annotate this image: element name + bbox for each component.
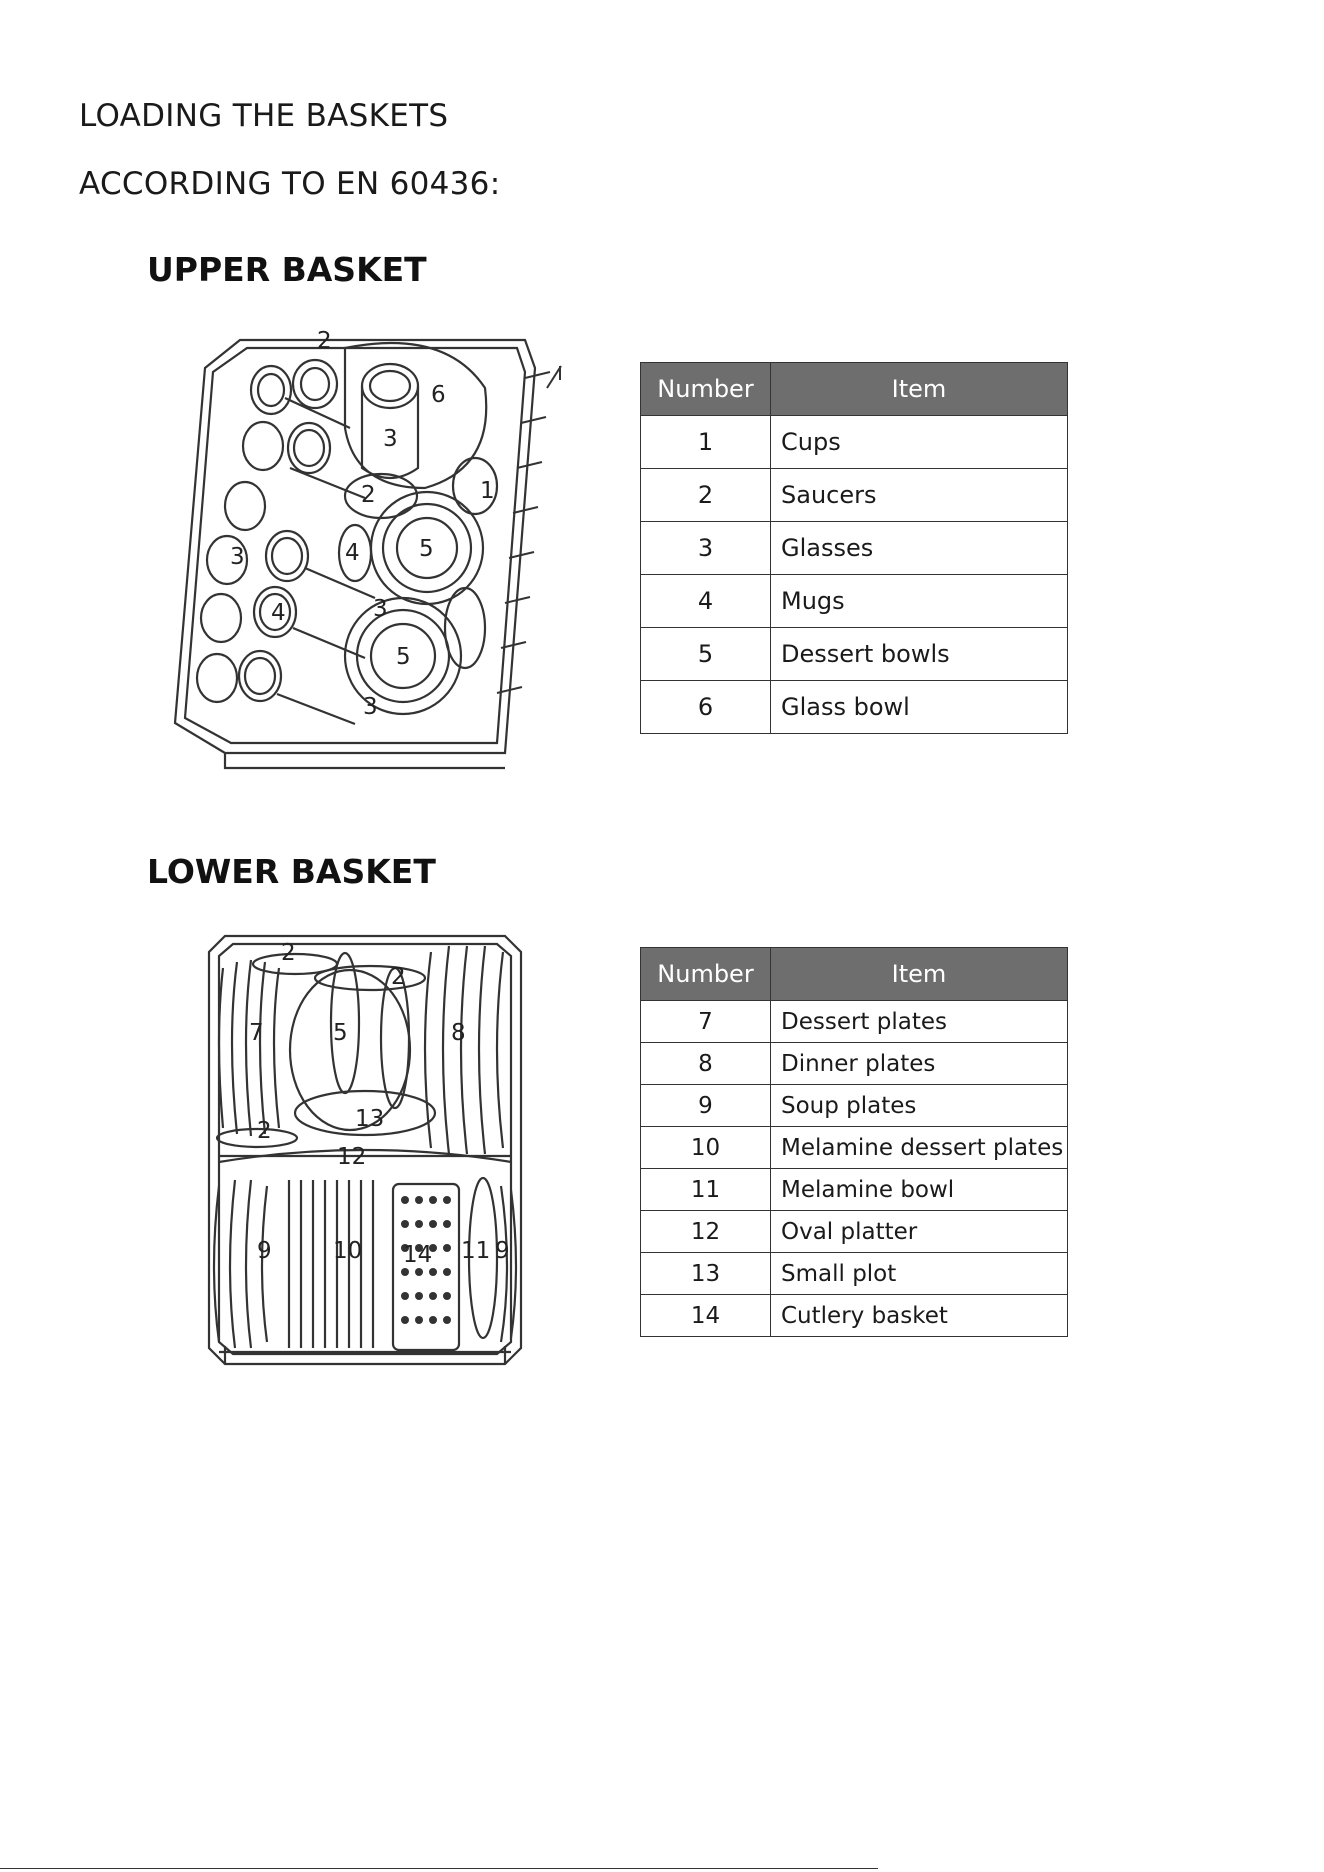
- row-item: Small plot: [771, 1253, 1068, 1295]
- table-row: [641, 469, 1068, 522]
- lower-label-oval-platter: 12: [337, 1144, 367, 1170]
- upper-label-dessert-bowl-top: 5: [419, 536, 434, 562]
- upper-label-dessert-bowl-bottom: 5: [396, 644, 411, 670]
- row-item: Dessert bowls: [771, 628, 1068, 681]
- row-item: Glass bowl: [771, 681, 1068, 734]
- lower-label-saucer-top-left: 2: [281, 940, 296, 966]
- table-row: [641, 1001, 1068, 1043]
- row-number: 4: [641, 575, 771, 628]
- page-subtitle: ACCORDING TO EN 60436:: [79, 166, 501, 202]
- row-item: Mugs: [771, 575, 1068, 628]
- upper-label-glass-top: 3: [383, 426, 398, 452]
- row-item: Soup plates: [771, 1085, 1068, 1127]
- row-number: 7: [641, 1001, 771, 1043]
- lower-basket-table: [640, 947, 1068, 1337]
- upper-label-mug-left: 4: [271, 600, 286, 626]
- row-item: Cutlery basket: [771, 1295, 1068, 1337]
- table-row: [641, 575, 1068, 628]
- upper-label-saucer-mid: 2: [361, 482, 376, 508]
- row-number: 9: [641, 1085, 771, 1127]
- table-row: [641, 628, 1068, 681]
- row-number: 5: [641, 628, 771, 681]
- lower-label-saucer-bottom-left: 2: [257, 1118, 272, 1144]
- row-number: 3: [641, 522, 771, 575]
- row-item: Glasses: [771, 522, 1068, 575]
- column-header-number: Number: [641, 948, 771, 1001]
- table-row: [641, 1211, 1068, 1253]
- lower-label-dessert-bowl: 5: [333, 1020, 348, 1046]
- table-row: [641, 522, 1068, 575]
- table-row: [641, 1253, 1068, 1295]
- lower-label-cutlery-basket: 14: [403, 1242, 433, 1268]
- table-row: [641, 1169, 1068, 1211]
- row-item: Dessert plates: [771, 1001, 1068, 1043]
- table-row: [641, 416, 1068, 469]
- table-header-row: [641, 948, 1068, 1001]
- upper-label-cup-right: 1: [480, 478, 495, 504]
- lower-label-soup-plates-left: 9: [257, 1238, 272, 1264]
- row-number: 10: [641, 1127, 771, 1169]
- lower-label-melamine-bowl: 11: [461, 1238, 491, 1264]
- lower-basket-diagram: [205, 928, 545, 1368]
- lower-label-soup-plates-right: 9: [495, 1238, 510, 1264]
- upper-basket-title: UPPER BASKET: [147, 250, 427, 289]
- column-header-number: Number: [641, 363, 771, 416]
- row-number: 11: [641, 1169, 771, 1211]
- upper-label-glass-bottom: 3: [363, 694, 378, 720]
- row-item: Oval platter: [771, 1211, 1068, 1253]
- upper-label-mug-mid: 4: [345, 540, 360, 566]
- lower-label-saucer-top-mid: 2: [391, 964, 406, 990]
- row-number: 1: [641, 416, 771, 469]
- upper-basket-table: [640, 362, 1068, 734]
- row-item: Saucers: [771, 469, 1068, 522]
- upper-label-glass-left: 3: [230, 544, 245, 570]
- table-row: [641, 1085, 1068, 1127]
- table-row: [641, 681, 1068, 734]
- row-number: 6: [641, 681, 771, 734]
- upper-label-saucer-top: 2: [317, 328, 332, 354]
- page-title: LOADING THE BASKETS: [79, 98, 449, 134]
- lower-label-small-plot: 13: [355, 1106, 385, 1132]
- footer-divider: [0, 1868, 878, 1869]
- table-row: [641, 1043, 1068, 1085]
- row-item: Dinner plates: [771, 1043, 1068, 1085]
- row-number: 8: [641, 1043, 771, 1085]
- lower-basket-title: LOWER BASKET: [147, 852, 436, 891]
- row-number: 12: [641, 1211, 771, 1253]
- table-row: [641, 1295, 1068, 1337]
- row-item: Cups: [771, 416, 1068, 469]
- column-header-item: Item: [771, 363, 1068, 416]
- column-header-item: Item: [771, 948, 1068, 1001]
- lower-label-dinner-plates: 8: [451, 1020, 466, 1046]
- upper-label-glass-mid: 3: [373, 596, 388, 622]
- row-number: 2: [641, 469, 771, 522]
- row-item: Melamine dessert plates: [771, 1127, 1068, 1169]
- upper-label-glass-bowl: 6: [431, 382, 446, 408]
- lower-label-melamine-dessert-plates: 10: [333, 1238, 363, 1264]
- row-number: 13: [641, 1253, 771, 1295]
- table-header-row: [641, 363, 1068, 416]
- row-number: 14: [641, 1295, 771, 1337]
- table-row: [641, 1127, 1068, 1169]
- lower-label-dessert-plates: 7: [249, 1020, 264, 1046]
- row-item: Melamine bowl: [771, 1169, 1068, 1211]
- upper-basket-diagram: [165, 328, 585, 768]
